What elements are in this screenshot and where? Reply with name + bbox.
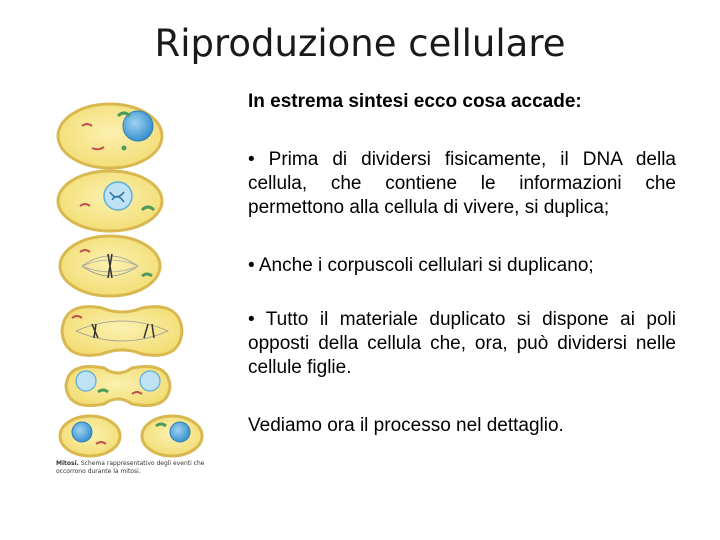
bullet-dna-duplication: • Prima di dividersi fisicamente, il DNA della cellula, che contiene le informazioni che permettono alla cellula di vivere, si duplica; [248,149,676,218]
daughter-cells [60,416,202,456]
slide-title: Riproduzione cellulare [154,22,566,65]
bullet-organelles-duplication: • Anche i corpuscoli cellulari si duplicano; [248,255,594,276]
cell-metaphase [60,236,160,296]
cell-anaphase [62,307,182,356]
caption-text: Schema rappresentativo degli eventi che occorrono durante la mitosi. [56,460,205,475]
cell-interphase [58,104,162,168]
figure-caption [56,460,216,476]
mitosis-stages-drawing [52,96,222,466]
cell-prophase [58,171,162,231]
bullet-poles-division: • Tutto il materiale duplicato si dispone ai poli opposti della cellula che, ora, può dividersi nelle cellule figlie. [248,309,676,378]
closing-text: Vediamo ora il processo nel dettaglio. [248,415,564,436]
caption-bold: Mitosi. [56,460,79,467]
mitosis-illustration [52,96,222,486]
intro-heading: In estrema sintesi ecco cosa accade: [248,91,582,112]
cell-telophase [66,366,170,405]
